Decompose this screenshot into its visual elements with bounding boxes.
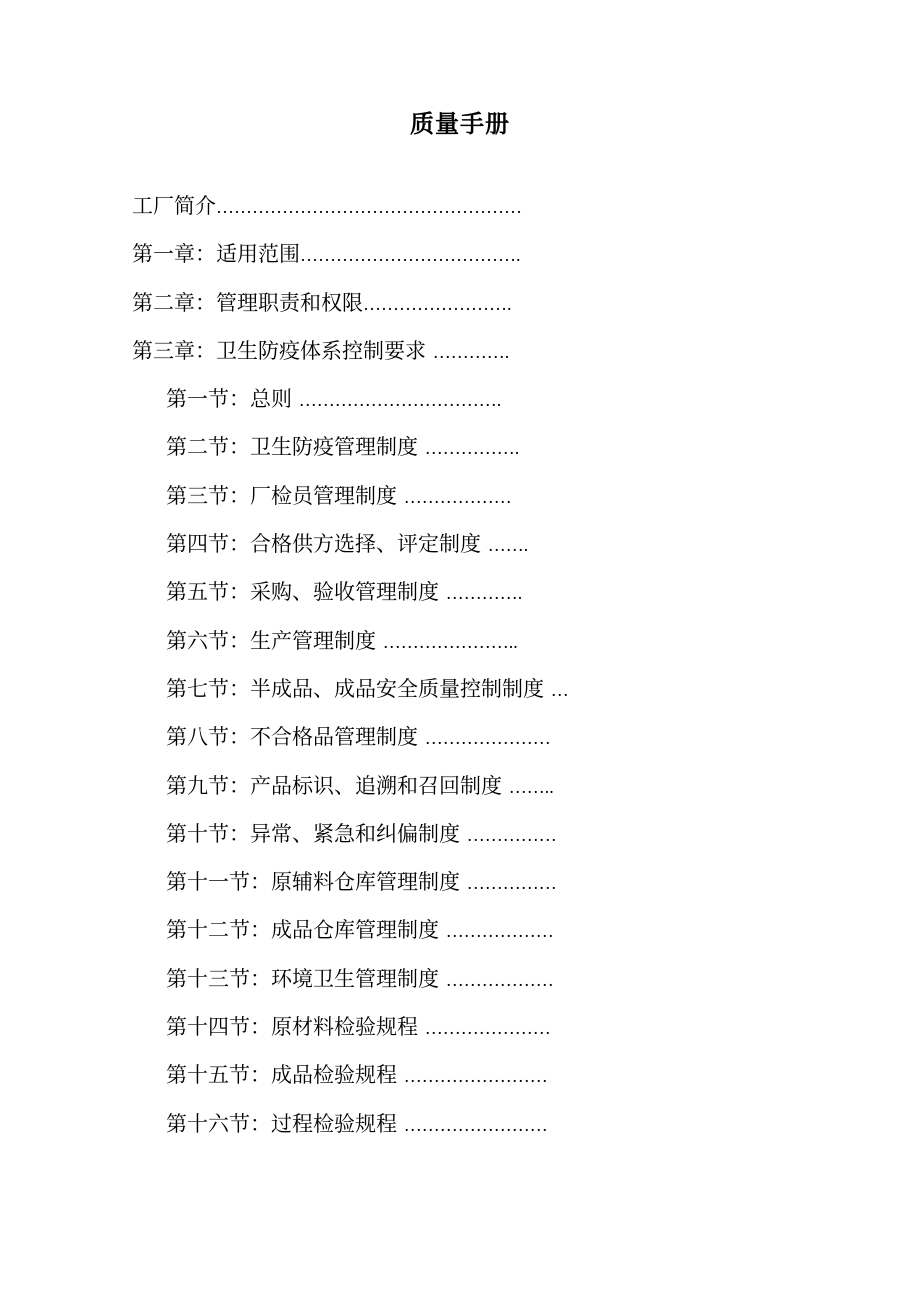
toc-entry-leader: …………. [432,341,510,362]
table-of-contents [0,186,920,1152]
toc-entry-label: 第十四节：原材料检验规程 [166,1015,425,1040]
toc-entry-label: 第十节：异常、紧急和纠偏制度 [166,821,467,846]
toc-entry-label: 第七节：半成品、成品安全质量控制制度 [166,676,551,701]
toc-entry-leader: …………………………………………… [216,197,522,217]
toc-entry [0,186,920,234]
toc-entry-leader: …………… [466,824,557,845]
toc-entry-leader: ……. [487,535,529,556]
toc-entry [0,1055,920,1103]
toc-entry-label: 第十五节：成品检验规程 [166,1063,404,1088]
toc-entry-label: 第五节：采购、验收管理制度 [166,580,446,605]
toc-entry-leader: …………… [466,873,557,894]
toc-entry-leader: ……………… [445,921,554,942]
toc-entry-label: 第六节：生产管理制度 [166,628,383,653]
toc-entry-leader: ……………… [445,969,554,990]
toc-entry [0,959,920,1007]
toc-entry-label: 第九节：产品标识、追溯和召回制度 [166,773,509,798]
toc-entry-leader: ……………………………. [298,390,502,411]
toc-entry-label: 工厂简介 [132,194,216,218]
toc-entry-leader: … [550,679,569,700]
toc-entry-label: 第十一节：原辅料仓库管理制度 [166,870,467,895]
toc-entry-leader: ……………………. [363,293,512,314]
toc-entry [0,717,920,765]
toc-entry [0,572,920,620]
toc-entry [0,862,920,910]
toc-entry-leader: ……………… [403,486,512,507]
toc-entry [0,427,920,475]
toc-entry-label: 第三章：卫生防疫体系控制要求 [132,338,433,363]
toc-entry-label: 第二章：管理职责和权限 [132,290,363,315]
toc-entry [0,283,920,331]
toc-entry [0,524,920,572]
toc-entry [0,910,920,958]
toc-entry-label: 第四节：合格供方选择、评定制度 [166,532,488,557]
toc-entry [0,1104,920,1152]
toc-entry [0,766,920,814]
toc-entry-leader: ………………… [424,728,551,749]
toc-entry-label: 第一节：总则 [166,387,299,412]
toc-entry-leader: …….. [508,776,554,797]
document-title: 质量手册 [410,109,510,139]
toc-entry [0,331,920,379]
toc-entry [0,621,920,669]
toc-entry [0,814,920,862]
toc-entry-leader: …………………… [403,1066,548,1087]
toc-entry-label: 第一章：适用范围 [132,242,300,267]
toc-entry-leader: ………………… [424,1018,551,1039]
toc-entry [0,669,920,717]
toc-entry [0,1007,920,1055]
toc-entry-leader: ………………….. [382,631,518,652]
toc-entry-label: 第十二节：成品仓库管理制度 [166,918,446,943]
toc-entry-leader: …………………… [403,1114,548,1135]
toc-entry-leader: ………………………………. [300,245,521,266]
toc-entry [0,234,920,282]
toc-entry-leader: …………. [445,583,523,604]
toc-entry [0,379,920,427]
toc-entry-leader: ……………. [424,438,520,459]
toc-entry-label: 第十三节：环境卫生管理制度 [166,966,446,991]
toc-entry [0,476,920,524]
toc-entry-label: 第二节：卫生防疫管理制度 [166,435,425,460]
toc-entry-label: 第八节：不合格品管理制度 [166,725,425,750]
toc-entry-label: 第十六节：过程检验规程 [166,1111,404,1136]
toc-entry-label: 第三节：厂检员管理制度 [166,483,404,508]
